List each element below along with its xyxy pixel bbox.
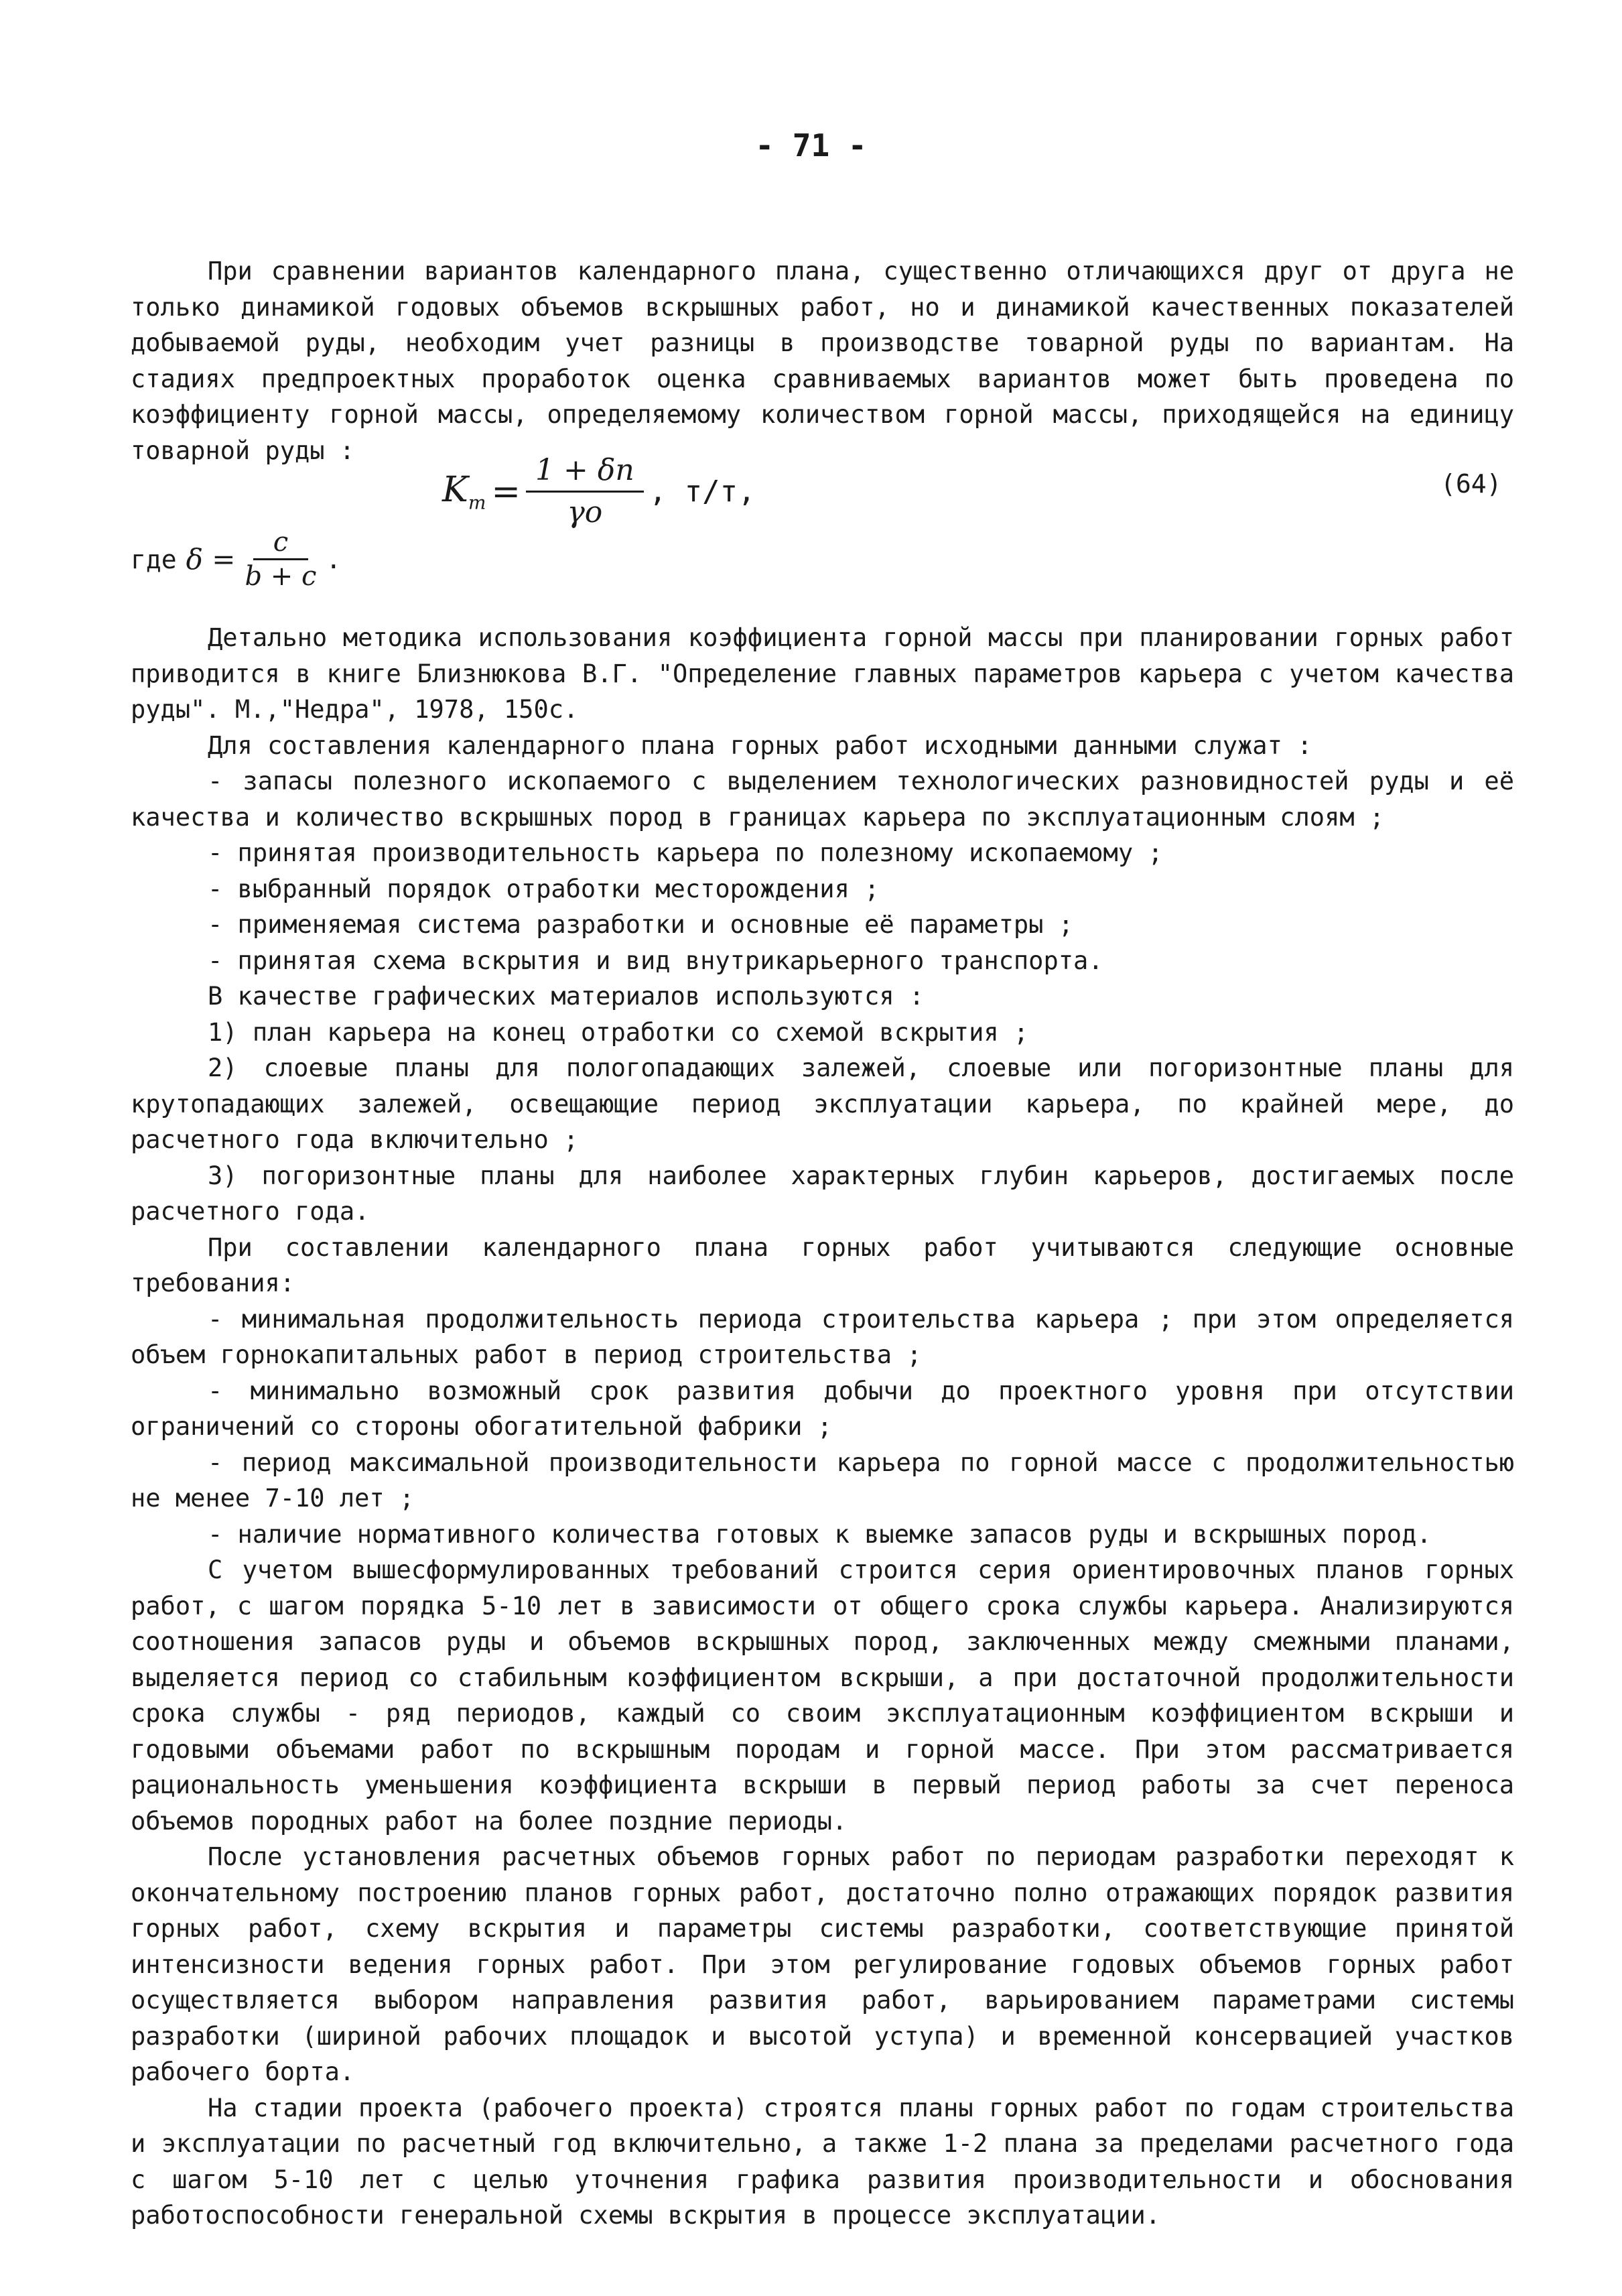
paragraph-final-plans: После установления расчетных объемов горных работ по периодам разработки переходят к окончательному построению планов горных работ, достаточно полно отражающих порядок развития горных работ, схему вскрытия и параметры системы разработки, соответствующие принятой интенсизности ведения горных работ. При этом регулирование годовых объемов горных работ осуществляется выбором направления развития работ, варьированием параметрами системы разработки (шириной рабочих площадок и высотой уступа) и временной консервацией участков рабочего борта. (131, 1842, 1514, 2086)
list-item: - минимально возможный срок развития добычи до проектного уровня при отсутствии ограничений со стороны обогатительной фабрики ; (131, 1376, 1514, 1441)
list-item: - запасы полезного ископаемого с выделением технологических разновидностей руды и её качества и количество вскрышных пород в границах карьера по эксплуатационным слоям ; (131, 767, 1514, 832)
where-denominator: b + c (245, 561, 317, 592)
where-numerator: c (253, 526, 308, 560)
intro-paragraph: При сравнении вариантов календарного плана, существенно отличающихся друг от друга не только динамикой годовых объемов вскрышных работ, но и динамикой качественных показателей добываемой руды, необходим учет разницы в производстве товарной руды по вариантам. На стадиях предпроектных проработок оценка сравниваемых вариантов может быть проведена по коэффициенту горной массы, определяемому количеством горной массы, приходящейся на единицу товарной руды : (131, 257, 1514, 465)
where-label: где (131, 544, 177, 574)
list-item: - применяемая система разработки и основные её параметры ; (208, 910, 1074, 939)
paragraph-requirements: При составлении календарного плана горных работ учитываются следующие основные требования: (131, 1232, 1514, 1297)
formula-equals: = (491, 471, 521, 512)
formula-numerator: 1 + δп (526, 450, 644, 493)
paragraph-input-data: Для составления календарного плана горных работ исходными данными служат : (208, 730, 1312, 760)
list-item: - период максимальной производительности карьера по горной массе с продолжительностью не менее 7-10 лет ; (131, 1448, 1514, 1513)
formula-where (131, 526, 341, 592)
paragraph-project-stage: На стадии проекта (рабочего проекта) строятся планы горных работ по годам строительства и эксплуатации по расчетный год включительно, а также 1-2 плана за пределами расчетного года с шагом 5-10 лет с целью уточнения графика развития производительности и обоснования работоспособности генеральной схемы вскрытия в процессе эксплуатации. (131, 2093, 1514, 2230)
list-item: - наличие нормативного количества готовых к выемке запасов руды и вскрышных пород. (208, 1519, 1432, 1549)
list-item: - принятая схема вскрытия и вид внутрикарьерного транспорта. (208, 946, 1103, 975)
formula-lhs-subscript: m (468, 491, 486, 514)
where-symbol: δ = (186, 543, 236, 576)
formula-64 (442, 450, 756, 533)
page-number: - 71 - (755, 127, 867, 164)
where-fraction (245, 526, 316, 592)
formula-unit: , т/т, (649, 474, 756, 509)
body-text (131, 620, 1514, 2234)
formula-denominator: γо (567, 495, 603, 529)
paragraph-methodology: Детально методика использования коэффициента горной массы при планировании горных работ приводится в книге Близнюкова В.Г. "Определение главных параметров карьера с учетом качества руды". М.,"Недра", 1978, 150с. (131, 623, 1514, 724)
list-item: - принятая производительность карьера по полезному ископаемому ; (208, 838, 1163, 867)
list-item: 2) слоевые планы для пологопадающих залежей, слоевые или погоризонтные планы для крутопадающих залежей, освещающие период эксплуатации карьера, по крайней мере, до расчетного года включительно ; (131, 1054, 1514, 1154)
list-item: 3) погоризонтные планы для наиболее характерных глубин карьеров, достигаемых после расчетного года. (131, 1161, 1514, 1226)
formula-number: (64) (1440, 469, 1502, 499)
paragraph-graphic-materials: В качестве графических материалов используются : (208, 982, 925, 1011)
where-end: . (326, 544, 342, 574)
paragraph-plan-series: С учетом вышесформулированных требований строится серия ориентировочных планов горных работ, с шагом порядка 5-10 лет в зависимости от общего срока службы карьера. Анализируются соотношения запасов руды и объемов вскрышных пород, заключенных между смежными планами, выделяется период со стабильным коэффициентом вскрыши, а при достаточной продолжительности срока службы - ряд периодов, каждый со своим эксплуатационным коэффициентом вскрыши и годовыми объемами работ по вскрышным породам и горной массе. При этом рассматривается рациональность уменьшения коэффициента вскрыши в первый период работы за счет переноса объемов породных работ на более поздние периоды. (131, 1555, 1514, 1836)
formula-fraction (526, 450, 644, 533)
formula-lhs: $K_m$ (442, 469, 486, 514)
list-item: - выбранный порядок отработки месторождения ; (208, 874, 880, 903)
list-item: 1) план карьера на конец отработки со схемой вскрытия ; (208, 1017, 1029, 1047)
list-item: - минимальная продолжительность периода строительства карьера ; при этом определяется объем горнокапитальных работ в период строительства ; (131, 1304, 1514, 1369)
intro-block (131, 253, 1514, 468)
